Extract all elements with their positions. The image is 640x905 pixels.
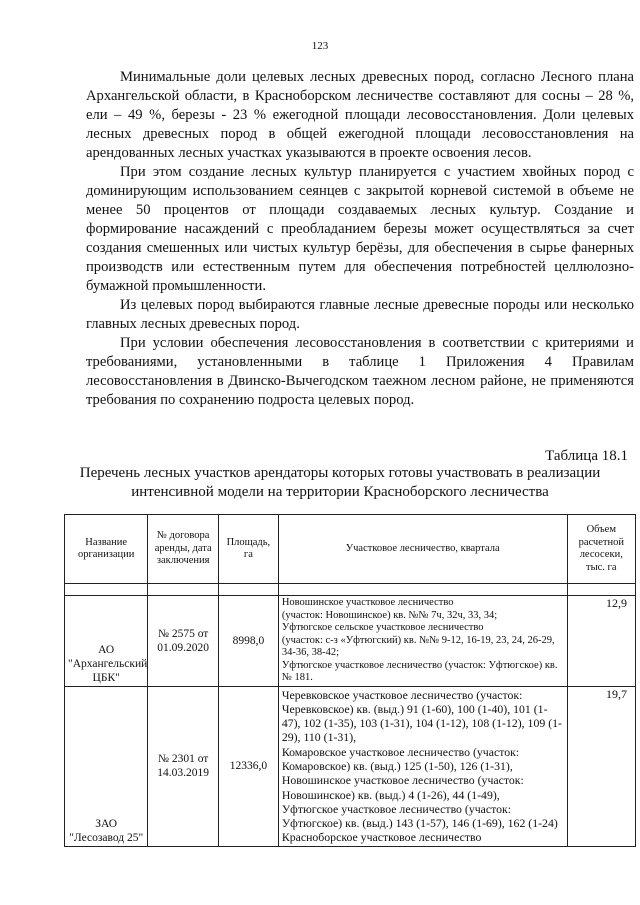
header-organization: Название организации [65,515,148,584]
forestry-line: Новошинское участковое лесничество [281,597,454,608]
table-row [65,686,636,846]
header-forestry-quarters: Участковое лесничество, квартала [278,515,567,584]
area-cell: 8998,0 [218,596,278,687]
table-row [65,596,636,687]
page-number: 123 [311,40,329,52]
contract-cell: № 2301 от 14.03.2019 [148,686,219,846]
spacer-cell [65,584,148,596]
lease-sites-table [64,514,636,847]
paragraph-forest-cultures: При этом создание лесных культур планируется с участием хвойных пород с доминирующим использованием сеянцев с закрытой корневой системой в объеме не менее 50 процентов от площади создаваемых лесных культур. Создание и формирование насаждений с преобладанием березы может осуществляться за счет создания смешенных или чистых культур берёзы, для обеспечения в сырье фанерных производств или естественным путем для обеспечения потребностей целлюлозно-бумажной промышленности. [86,164,634,294]
header-area: Площадь, га [218,515,278,584]
spacer-cell [567,584,635,596]
forestry-line: Комаровское участковое лесничество (участок: Комаровское) кв. (выд.) 125 (1-50), 126 (1-31), [281,744,520,773]
forestry-line: Красноборское участковое лесничество [281,830,482,845]
forestry-line: Уфтюгское сельское участковое лесничество [281,622,484,633]
table-spacer-row [65,584,636,596]
header-contract: № договора аренды, дата заключения [148,515,219,584]
spacer-cell [278,584,567,596]
forestry-line: Новошинское участковое лесничество (участок: Новошинское) кв. (выд.) 4 (1-26), 44 (1-49), [281,773,524,802]
forestry-line: (участок: Новошинское) кв. №№ 7ч, 32ч, 33, 34; [281,609,498,621]
paragraph-main-species: Из целевых пород выбираются главные лесные древесные породы или несколько главных лесных древесных пород. [86,297,634,332]
forestry-line: Черевковское участковое лесничество (участок: Черевковское) кв. (выд.) 91 (1-60), 100 (1-40), 101 (1-47), 102 (1-35), 103 (1-31), 104 (1-12), 108 (1-12), 109 (1-29), 110 (1-31), [281,687,562,745]
header-cutting-volume: Объем расчетной лесосеки, тыс. га [567,515,635,584]
spacer-cell [148,584,219,596]
contract-cell: № 2575 от 01.09.2020 [148,596,219,687]
org-cell: АО "Архангельский ЦБК" [65,596,148,687]
spacer-cell [218,584,278,596]
volume-cell: 19,7 [567,686,635,846]
forestry-line: (участок: с-з «Уфтюгский) кв. №№ 9-12, 16-19, 23, 24, 26-29, 34-36, 38-42; [281,634,555,658]
volume-cell: 12,9 [567,596,635,687]
forestry-line: Уфтюгское участковое лесничество (участок: Уфтюгское) кв. № 181. [281,659,558,683]
body-text [86,68,634,410]
forestry-cell [278,686,567,846]
org-cell: ЗАО "Лесозавод 25" [65,686,148,846]
table-label: Таблица 18.1 [545,448,628,464]
forestry-line: Уфтюгское участковое лесничество (участок: Уфтюгское) кв. (выд.) 143 (1-57), 146 (1-69), 162 (1-24) [281,801,558,831]
paragraph-undergrowth-requirements: При условии обеспечения лесовосстановления в соответствии с критериями и требованиями, установленными в таблице 1 Приложения 4 Правилам лесовосстановления в Двинско-Вычегодском таежном лесном районе, не применяются требования по сохранению подроста целевых пород. [86,335,634,408]
area-cell: 12336,0 [218,686,278,846]
table-header-row [65,515,636,584]
table-caption: Перечень лесных участков арендаторы которых готовы участвовать в реализации интенсивной модели на территории Красноборского лесничества [79,465,601,500]
forestry-cell [278,596,567,687]
paragraph-target-species-shares: Минимальные доли целевых лесных древесных пород, согласно Лесного плана Архангельской области, в Красноборском лесничестве составляют для сосны – 28 %, ели – 49 %, березы - 23 % ежегодной площади лесовосстановления. Доли целевых лесных древесных пород в общей ежегодной площади лесовосстановления на арендованных лесных участках указываются в проекте освоения лесов. [86,69,634,161]
